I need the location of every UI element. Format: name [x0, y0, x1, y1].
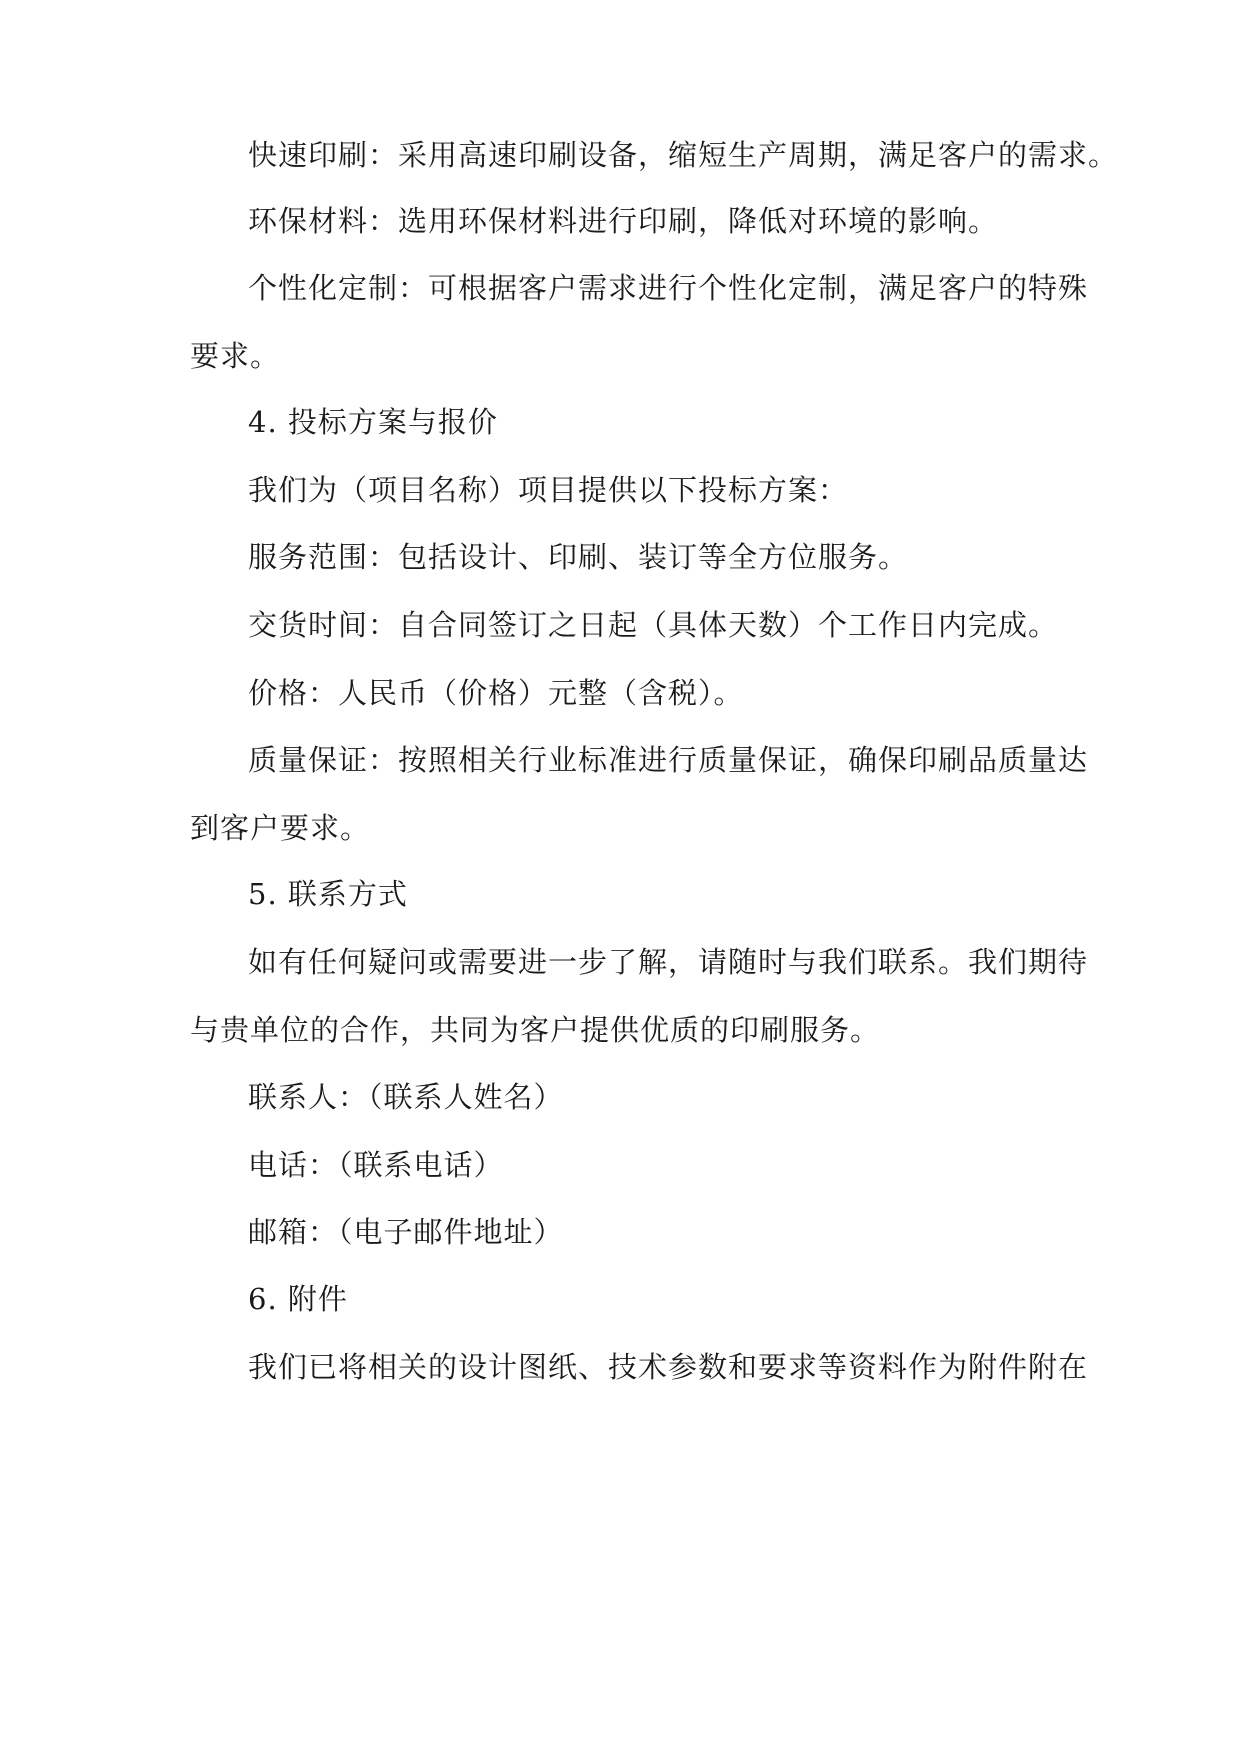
paragraph-attachments: 我们已将相关的设计图纸、技术参数和要求等资料作为附件附在: [248, 1350, 1089, 1384]
paragraph-quality-cont: 到客户要求。: [190, 811, 371, 845]
paragraph-price: 价格：人民币（价格）元整（含税）。: [248, 676, 744, 710]
paragraph-service-scope: 服务范围：包括设计、印刷、装订等全方位服务。: [248, 540, 909, 574]
paragraph-contact-intro-cont: 与贵单位的合作，共同为客户提供优质的印刷服务。: [190, 1013, 881, 1047]
paragraph-bid-intro: 我们为（项目名称）项目提供以下投标方案：: [248, 473, 849, 507]
paragraph-fast-printing: 快速印刷：采用高速印刷设备，缩短生产周期，满足客户的需求。: [248, 138, 1119, 172]
section-heading-6: 6. 附件: [248, 1282, 348, 1316]
paragraph-quality: 质量保证：按照相关行业标准进行质量保证，确保印刷品质量达: [248, 743, 1089, 777]
paragraph-eco-materials: 环保材料：选用环保材料进行印刷，降低对环境的影响。: [248, 204, 999, 238]
paragraph-delivery-time: 交货时间：自合同签订之日起（具体天数）个工作日内完成。: [248, 608, 1059, 642]
contact-email: 邮箱：（电子邮件地址）: [248, 1215, 564, 1249]
paragraph-contact-intro: 如有任何疑问或需要进一步了解，请随时与我们联系。我们期待: [248, 945, 1089, 979]
section-heading-4: 4. 投标方案与报价: [248, 405, 498, 439]
section-heading-5: 5. 联系方式: [248, 877, 408, 911]
paragraph-customization: 个性化定制：可根据客户需求进行个性化定制，满足客户的特殊: [248, 271, 1089, 305]
contact-phone: 电话：（联系电话）: [248, 1148, 504, 1182]
contact-person: 联系人：（联系人姓名）: [248, 1080, 564, 1114]
paragraph-customization-cont: 要求。: [190, 339, 281, 373]
